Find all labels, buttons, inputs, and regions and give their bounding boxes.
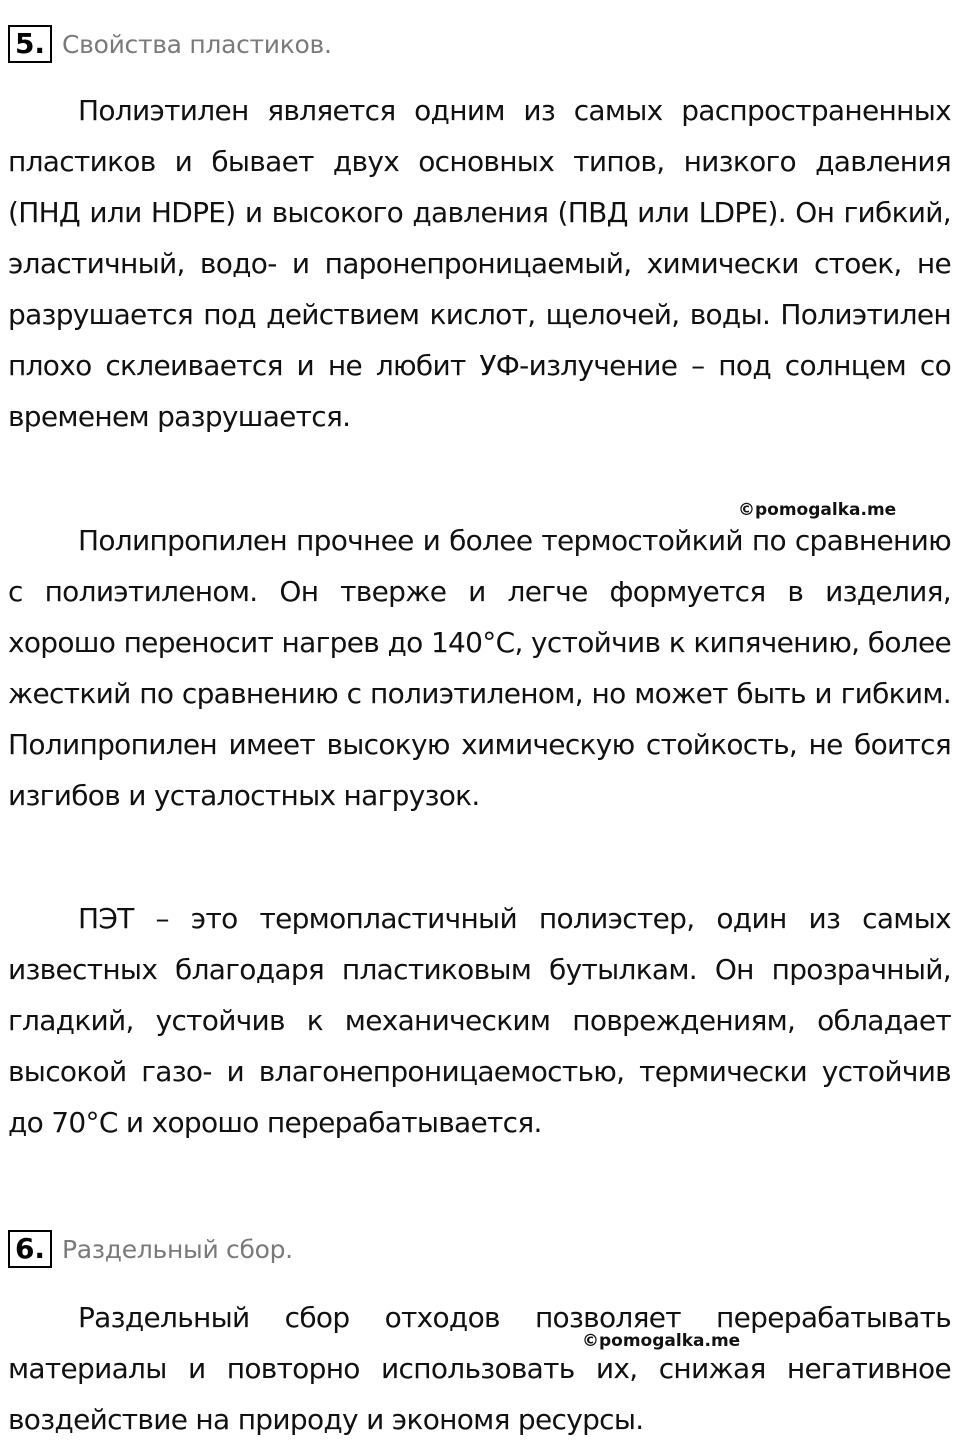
task-5-paragraph-polyethylene: Полиэтилен является одним из самых распространенных пластиков и бывает двух основных типов, низкого давления (ПНД или HDPE) и высокого давления (ПВД или LDPE). Он гибкий, эластичный, водо- и паронепроницаемый, химически стоек, не разрушается под действием кислот, щелочей, воды. Полиэтилен плохо склеивается и не любит УФ-излучение – под солнцем со временем разрушается. bbox=[8, 94, 951, 433]
watermark: ©pomogalka.me bbox=[738, 500, 897, 520]
task-6-title: Раздельный сбор. bbox=[62, 1234, 293, 1264]
task-5-title: Свойства пластиков. bbox=[62, 29, 332, 59]
task-5-paragraph-pet: ПЭТ – это термопластичный полиэстер, один из самых известных благодаря пластиковым бутылкам. Он прозрачный, гладкий, устойчив к механическим повреждениям, обладает высокой газо- и влагонепроницаемостью, термически устойчив до 70°С и хорошо перерабатывается. bbox=[8, 902, 951, 1139]
task-5-number-box: 5. bbox=[8, 25, 52, 63]
task-6-number-box: 6. bbox=[8, 1230, 52, 1268]
task-5-paragraph-polypropylene: Полипропилен прочнее и более термостойкий по сравнению с полиэтиленом. Он тверже и легче формуется в изделия, хорошо переносит нагрев до 140°С, устойчив к кипячению, более жесткий по сравнению с полиэтиленом, но может быть и гибким. Полипропилен имеет высокую химическую стойкость, не боится изгибов и усталостных нагрузок. bbox=[8, 524, 951, 812]
task-6-paragraph-separate-collection: Раздельный сбор отходов позволяет перерабатывать материалы и повторно использовать их, снижая негативное воздействие на природу и экономя ресурсы. bbox=[8, 1301, 951, 1436]
task-6-header bbox=[8, 1229, 293, 1269]
task-5-header bbox=[8, 24, 332, 64]
watermark: ©pomogalka.me bbox=[582, 1331, 741, 1351]
